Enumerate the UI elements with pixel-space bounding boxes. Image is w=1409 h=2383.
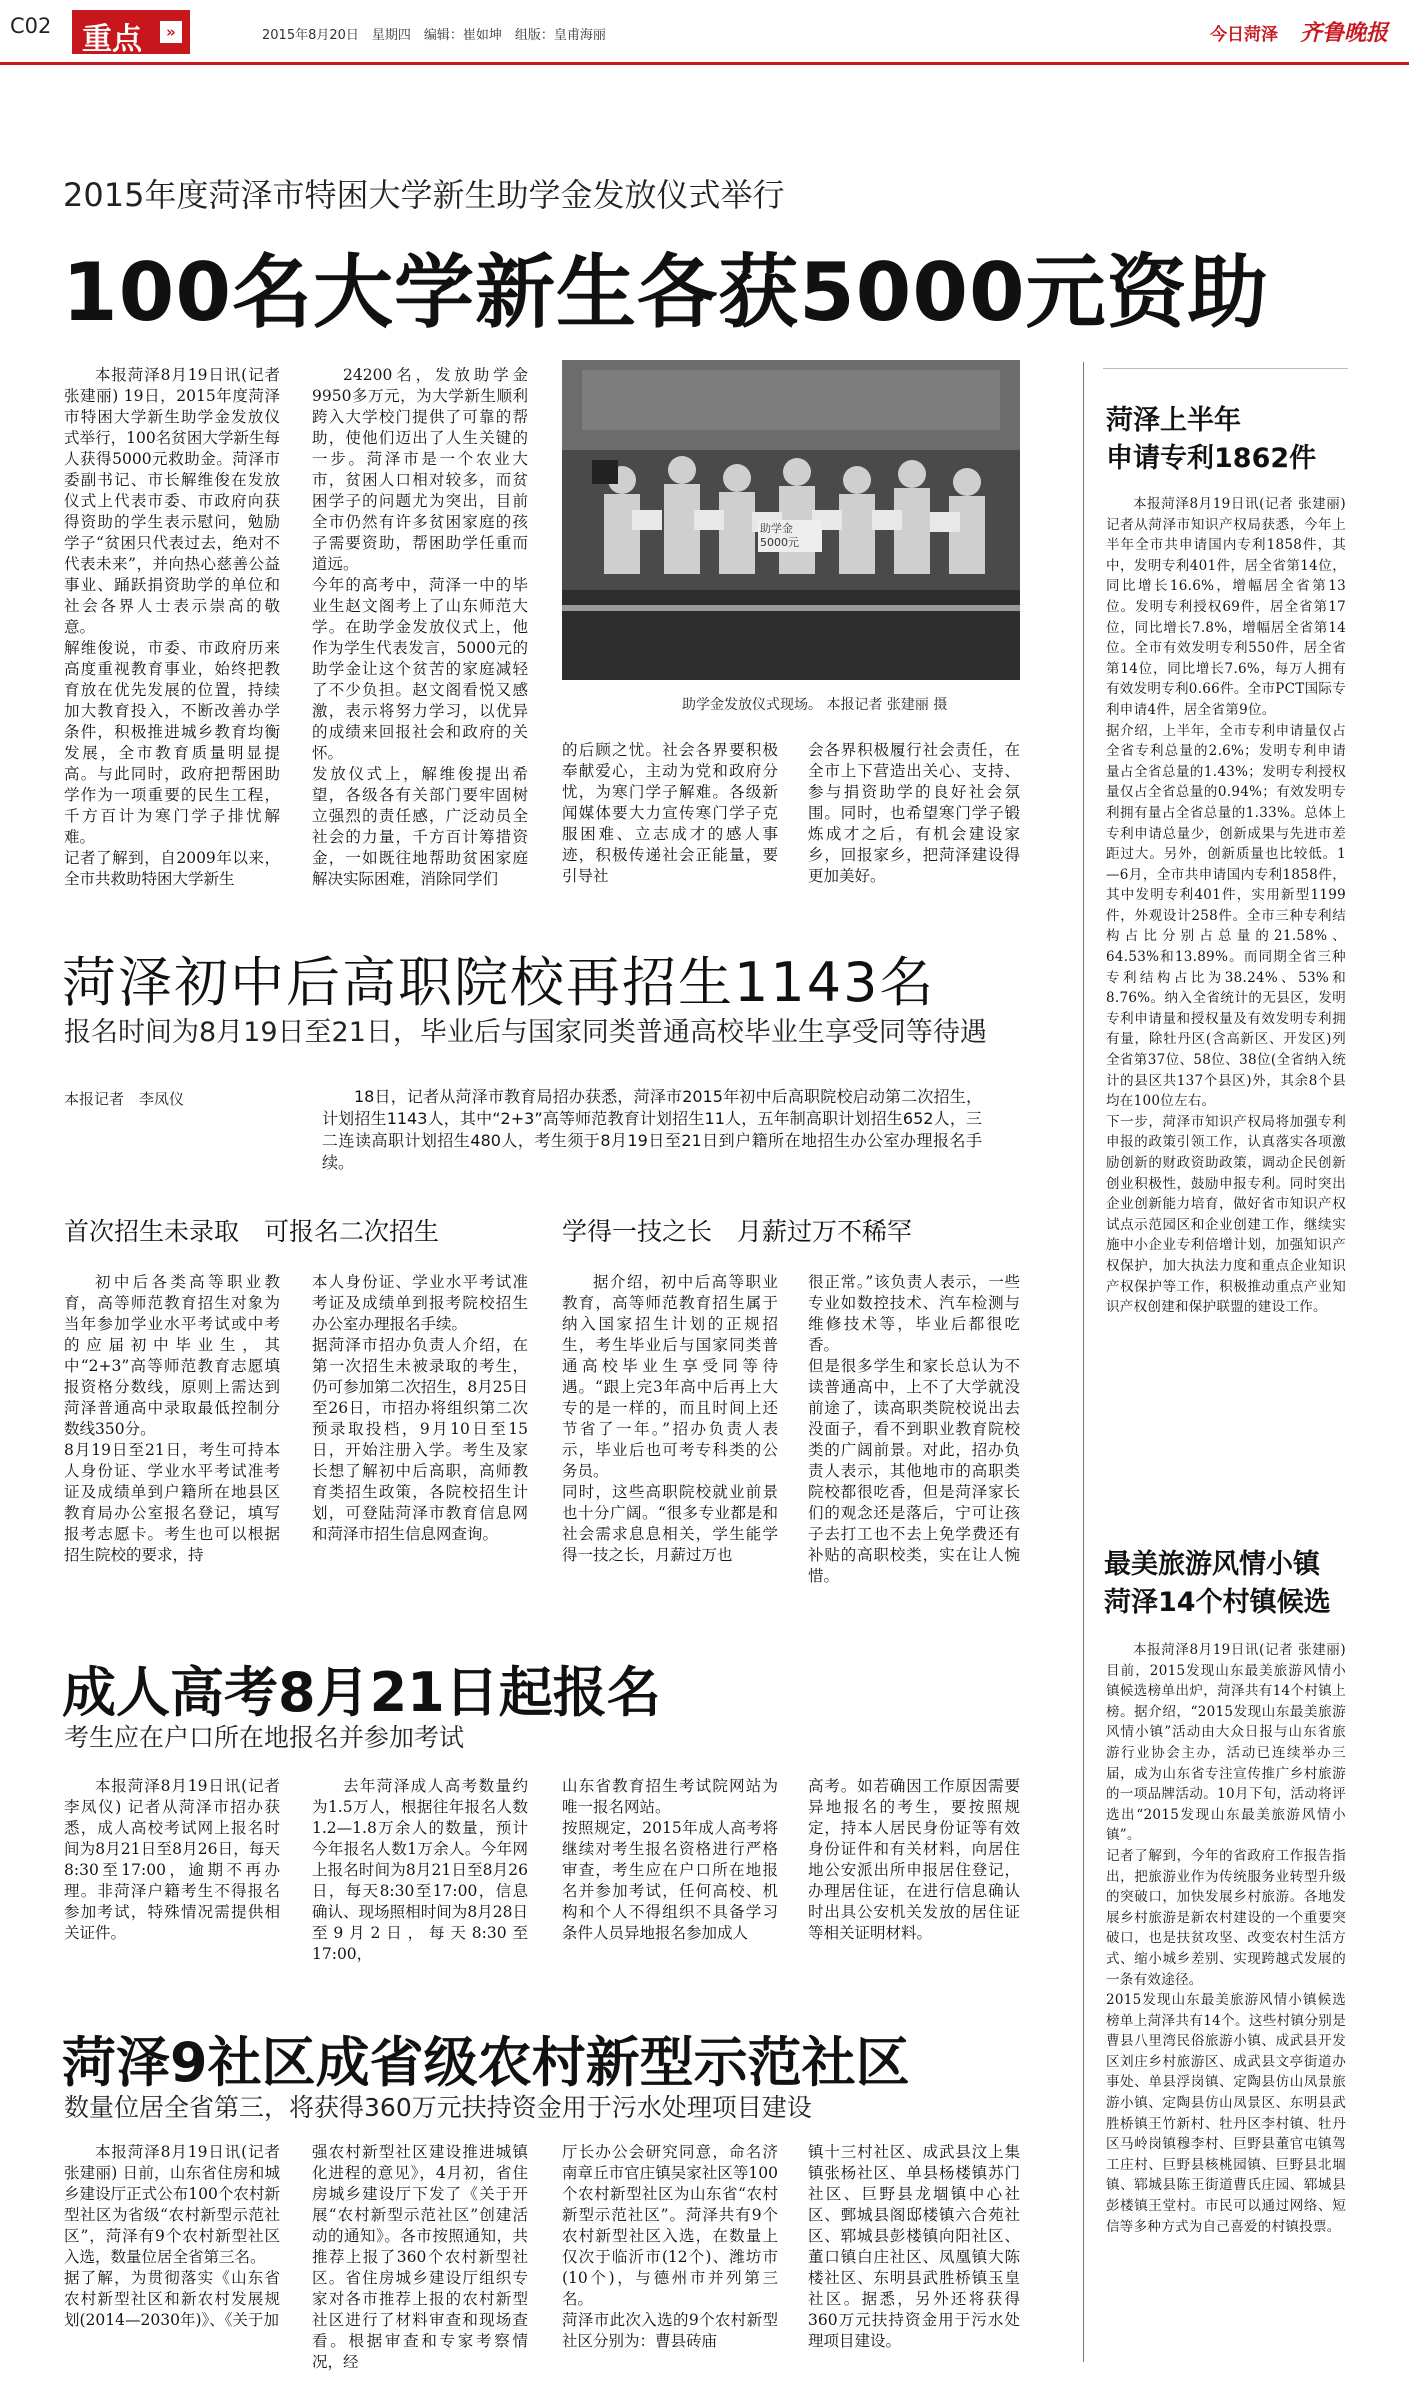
a4-subtitle: 数量位居全省第三，将获得360万元扶持资金用于污水处理项目建设 <box>64 2093 812 2122</box>
side1-title-2: 申请专利1862件 <box>1106 443 1317 474</box>
a1-col-2: 24200名，发放助学金9950多万元，为大学新生顺利跨入大学校门提供了可靠的帮助，使他们迈出了人生关键的一步。菏泽市是一个农业大市，贫困人口相对较多，而贫困学子的问题尤为突出，目前全市仍然有许多贫困家庭的孩子需要资助，帮困助学任重而道远。 今年的高考中，菏泽一中的毕业生赵文阁考上了山东师范大学。在助学金发放仪式上，他作为学生代表发言，5000元的助学金让这个贫苦的家庭减轻了不少负担。赵文阁看悦又感激，表示将努力学习，以优异的成绩来回报社会和政府的关怀。 发放仪式上，解维俊提出希望，各级各有关部门要牢固树立强烈的责任感，广泛动员全社会的力量，千方百计筹措资金，一如既往地帮助贫困家庭解决实际困难，消除同学们 <box>312 366 528 888</box>
a3-col-4: 高考。如若确因工作原因需要异地报名的考生，要按照规定，持本人居民身份证等有效身份证件和有关材料，向居住地公安派出所申报居住登记，办理居住证，在进行信息确认时出具公安机关发放的居住证等相关证明材料。 <box>808 1777 1020 1942</box>
a2-byline: 本报记者 李凤仪 <box>64 1090 185 1108</box>
page-number: C02 <box>10 14 52 38</box>
header-right-label: 今日菏泽 <box>1210 25 1278 45</box>
sidebar-divider <box>1083 362 1084 2362</box>
a4-col-3: 厅长办公会研究同意，命名济南章丘市官庄镇吴家社区等100个农村新型社区为山东省“农村新型示范社区”。菏泽共有9个农村新型社区入选，在数量上仅次于临沂市(12个)、潍坊市(10个)，与德州市并列第三名。 菏泽市此次入选的9个农村新型社区分别为：曹县砖庙 <box>562 2143 778 2350</box>
a2-subhead-left: 首次招生未录取 可报名二次招生 <box>64 1217 440 1246</box>
sidebar-top-rule <box>1103 368 1348 369</box>
a4-col-1: 本报菏泽8月19日讯(记者 张建丽) 日前，山东省住房和城乡建设厅正式公布100个农村新型社区为省级“农村新型示范社区”，菏泽有9个农村新型社区入选，数量位居全省第三名。 据了解，为贯彻落实《山东省农村新型社区和新农村发展规划(2014—2030年)》、《关于加 <box>64 2143 280 2329</box>
a2-subtitle: 报名时间为8月19日至21日，毕业后与国家同类普通高校毕业生享受同等待遇 <box>64 1017 987 1048</box>
a2-col-4: 很正常。”该负责人表示，一些专业如数控技术、汽车检测与维修技术等，毕业后都很吃香。 但是很多学生和家长总认为不读普通高中，上不了大学就没前途了，读高职类院校说出去没面子，看不到职业教育院校类的广阔前景。对此，招办负责人表示，其他地市的高职类院校都很吃香，但是菏泽家长们的观念还是落后，宁可让孩子去打工也不去上免学费还有补贴的高职校类，实在让人惋惜。 <box>808 1273 1020 1585</box>
photo-sign-text: 助学金 5000元 <box>758 520 822 552</box>
a3-col-2: 去年菏泽成人高考数量约为1.5万人，根据往年报名人数1.2—1.8万余人的数量，预计今年报名人数1万余人。今年网上报名时间为8月21日至8月26日，每天8:30至17:00，信息确认、现场照相时间为8月28日至9月2日，每天8:30至17:00， <box>312 1777 528 1963</box>
a4-title: 菏泽9社区成省级农村新型示范社区 <box>62 2031 910 2094</box>
a1-title: 100名大学新生各获5000元资助 <box>62 246 1269 339</box>
side1-body: 本报菏泽8月19日讯(记者 张建丽) 记者从菏泽市知识产权局获悉，今年上半年全市共申请国内专利1858件，其中，发明专利401件，居全省第14位，同比增长16.6%，增幅居全省第13位。发明专利授权69件，居全省第17位，同比增长7.8%，增幅居全省第14位。全市有效发明专利550件，居全省第14位，同比增长7.6%，每万人拥有有效发明专利0.66件。全市PCT国际专利申请4件，居全省第9位。 据介绍，上半年，全市专利申请量仅占全省专利总量的2.6%；发明专利申请量占全省总量的1.43%；发明专利授权量仅占全省总量的0.94%；有效发明专利拥有量占全省总量的1.33%。总体上专利申请总量少，创新成果与先进市差距过大。另外，创新质量也比较低。1—6月，全市共申请国内专利1858件，其中发明专利401件，实用新型1199件，外观设计258件。全市三种专利结构占比分别占总量的21.58%、64.53%和13.89%。而同期全省三种专利结构占比为38.24%、53%和8.76%。纳入全省统计的无县区，发明专利申请量和授权量及有效发明专利拥有量，除牡丹区(含高新区、开发区)列全省第37位、58位、38位(全省纳入统计的县区共137个县区)外，其余8个县均在100位左右。 下一步，菏泽市知识产权局将加强专利申报的政策引领工作，认真落实各项激励创新的财政资助政策，调动企民创新创业积极性，鼓励申报专利。同时突出企业创新能力培育，做好省市知识产权试点示范园区和企业创建工作，继续实施中小企业专利倍增计划，加强知识产权保护，加大执法力度和重点企业知识产权保护等工作，积极推动重点产业知识产权创建和保护联盟的建设工作。 <box>1106 496 1346 1316</box>
header-rule <box>0 62 1409 65</box>
a1-photo <box>562 360 1020 680</box>
a3-col-1: 本报菏泽8月19日讯(记者 李凤仪) 记者从菏泽市招办获悉，成人高校考试网上报名时间为8月21日至8月26日，每天8:30至17:00，逾期不再办理。非菏泽户籍考生不得报名参加考试，特殊情况需提供相关证件。 <box>64 1777 280 1942</box>
a3-col-3: 山东省教育招生考试院网站为唯一报名网站。 按照规定，2015年成人高考将继续对考生报名资格进行严格审查，考生应在户口所在地报名并参加考试，任何高校、机构和个人不得组织不具备学习条件人员异地报名参加成人 <box>562 1777 778 1942</box>
a1-photo-caption: 助学金发放仪式现场。 本报记者 张建丽 摄 <box>682 697 948 713</box>
a4-col-4: 镇十三村社区、成武县汶上集镇张杨社区、单县杨楼镇苏门社区、巨野县龙堌镇中心社区、鄄城县阁邸楼镇六合苑社区、郓城县彭楼镇向阳社区、董口镇白庄社区、凤凰镇大陈楼社区、东明县武胜桥镇玉皇社区。据悉，另外还将获得360万元扶持资金用于污水处理项目建设。 <box>808 2143 1020 2350</box>
a1-col-1: 本报菏泽8月19日讯(记者 张建丽) 19日，2015年度菏泽市特困大学新生助学金发放仪式举行，100名贫困大学新生每人获得5000元救助金。菏泽市委副书记、市长解维俊在发放仪式上代表市委、市政府向获得资助的学生表示慰问，勉励学子“贫困只代表过去，绝对不代表未来”，并向热心慈善公益事业、踊跃捐资助学的单位和社会各界人士表示崇高的敬意。 解维俊说，市委、市政府历来高度重视教育事业，始终把教育放在优先发展的位置，持续加大教育投入，不断改善办学条件，积极推进城乡教育均衡发展，全市教育质量明显提高。与此同时，政府把帮困助学作为一项重要的民生工程，千方百计为寒门学子排忧解难。 记者了解到，自2009年以来，全市共救助特困大学新生 <box>64 366 280 888</box>
header-meta: 2015年8月20日 星期四 编辑：崔如坤 组版：皇甫海丽 <box>262 28 606 43</box>
a4-col-2: 强农村新型社区建设推进城镇化进程的意见》，4月初，省住房城乡建设厅下发了《关于开展“农村新型示范社区”创建活动的通知》。各市按照通知，共推荐上报了360个农村新型社区。省住房城乡建设厅组织专家对各市推荐上报的农村新型社区进行了材料审查和现场查看。根据审查和专家考察情况，经 <box>312 2143 528 2371</box>
side2-title-2: 菏泽14个村镇候选 <box>1104 1587 1331 1618</box>
a1-kicker: 2015年度菏泽市特困大学新生助学金发放仪式举行 <box>63 176 785 214</box>
a2-lead: 18日，记者从菏泽市教育局招办获悉，菏泽市2015年初中后高职院校启动第二次招生，计划招生1143人，其中“2+3”高等师范教育计划招生11人，五年制高职计划招生652人，三二连读高职计划招生480人，考生须于8月19日至21日到户籍所在地招生办公室办理报名手续。 <box>322 1087 982 1172</box>
section-label: 重点 <box>82 22 142 57</box>
a3-title: 成人高考8月21日起报名 <box>62 1661 661 1724</box>
section-arrow-icon: » <box>160 21 182 43</box>
a1-col-4: 会各界积极履行社会责任，在全市上下营造出关心、支持、参与捐资助学的良好社会氛围。同时，也希望寒门学子锻炼成才之后，有机会建设家乡，回报家乡，把菏泽建设得更加美好。 <box>808 741 1020 885</box>
a2-col-1: 初中后各类高等职业教育，高等师范教育招生对象为当年参加学业水平考试或中考的应届初中毕业生，其中“2+3”高等师范教育志愿填报资格分数线，原则上需达到菏泽普通高中录取最低控制分数线350分。 8月19日至21日，考生可持本人身份证、学业水平考试准考证及成绩单到户籍所在地县区教育局办公室报名登记，填写报考志愿卡。考生也可以根据招生院校的要求，持 <box>64 1273 280 1564</box>
side1-title-1: 菏泽上半年 <box>1106 405 1241 436</box>
a2-col-3: 据介绍，初中后高等职业教育，高等师范教育招生属于纳入国家招生计划的正规招生，考生毕业后与国家同类普通高校毕业生享受同等待遇。“跟上完3年高中后再上大专的是一样的，而且时间上还节省了一年。”招办负责人表示，毕业后也可考专科类的公务员。 同时，这些高职院校就业前景也十分广阔。“很多专业都是和社会需求息息相关，学生能学得一技之长，月薪过万也 <box>562 1273 778 1564</box>
brand-logo: 齐鲁晚报 <box>1300 20 1389 46</box>
side2-body: 本报菏泽8月19日讯(记者 张建丽) 目前，2015发现山东最美旅游风情小镇候选榜单出炉，菏泽共有14个村镇上榜。据介绍，“2015发现山东最美旅游风情小镇”活动由大众日报与山东省旅游行业协会主办，活动已连续举办三届，成为山东省专注宣传推广乡村旅游的一项品牌活动。10月下旬，活动将评选出“2015发现山东最美旅游风情小镇”。 记者了解到，今年的省政府工作报告指出，把旅游业作为传统服务业转型升级的突破口，加快发展乡村旅游。各地发展乡村旅游是新农村建设的一个重要突破口，也是扶贫攻坚、改变农村生活方式、缩小城乡差别、实现跨越式发展的一条有效途径。 2015发现山东最美旅游风情小镇候选榜单上菏泽共有14个。这些村镇分别是曹县八里湾民俗旅游小镇、成武县开发区刘庄乡村旅游区、成武县文亭街道办事处、单县浮岗镇、定陶县仿山凤景旅游小镇、定陶县仿山凤景区、东明县武胜桥镇王竹新村、牡丹区李村镇、牡丹区马岭岗镇穆李村、巨野县董官屯镇驾工庄村、巨野县核桃园镇、巨野县北堌镇、郓城县陈王街道曹氏庄园、郓城县彭楼镇王堂村。市民可以通过网络、短信等多种方式为自己喜爱的村镇投票。 <box>1106 1642 1346 2235</box>
a1-col-3: 的后顾之忧。社会各界要积极奉献爱心，主动为党和政府分忧，为寒门学子解难。各级新闻媒体要大力宣传寒门学子克服困难、立志成才的感人事迹，积极传递社会正能量，要引导社 <box>562 741 778 885</box>
section-badge <box>72 10 190 57</box>
side2-title-1: 最美旅游风情小镇 <box>1104 1549 1320 1580</box>
a2-subhead-right: 学得一技之长 月薪过万不稀罕 <box>562 1217 913 1246</box>
a2-col-2: 本人身份证、学业水平考试准考证及成绩单到报考院校招生办公室办理报名手续。 据菏泽市招办负责人介绍，在第一次招生未被录取的考生，仍可参加第二次招生，8月25日至26日，市招办将组织第二次预录取投档，9月10日至15日，开始注册入学。考生及家长想了解初中后高职，高师教育类招生政策，各院校招生计划，可登陆菏泽市教育信息网和菏泽市招生信息网查询。 <box>312 1273 528 1543</box>
a3-subtitle: 考生应在户口所在地报名并参加考试 <box>64 1723 465 1752</box>
a2-title: 菏泽初中后高职院校再招生1143名 <box>62 951 936 1014</box>
